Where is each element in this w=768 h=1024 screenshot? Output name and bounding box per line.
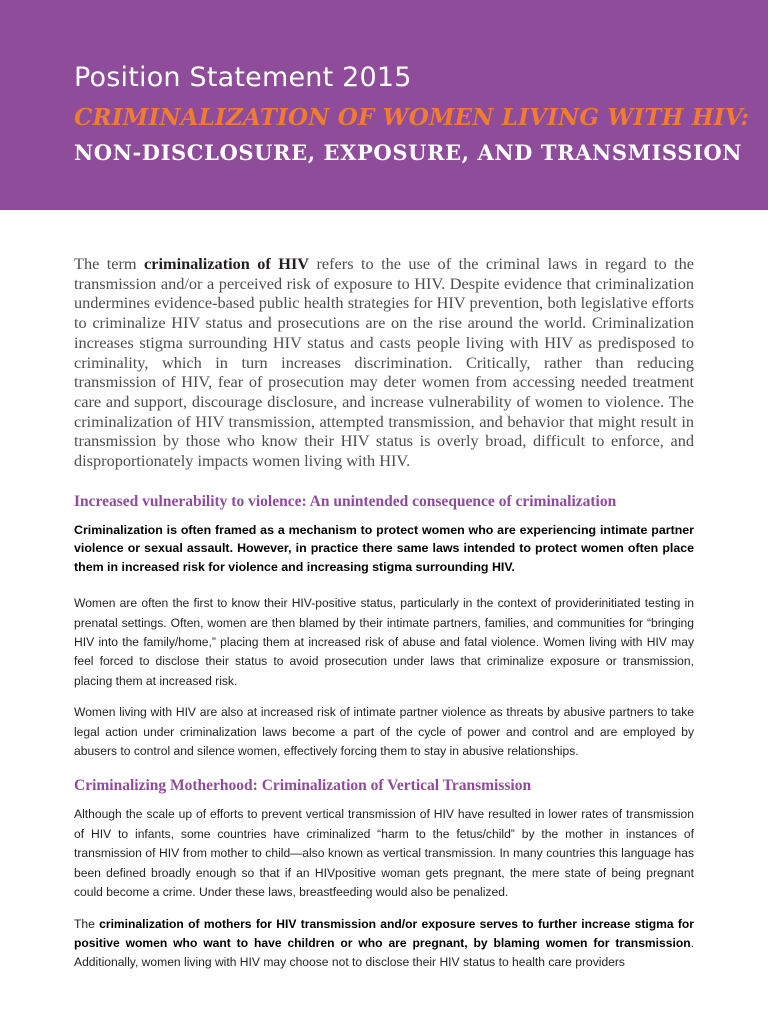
intro-paragraph <box>74 254 694 471</box>
intro-term: criminalization of HIV <box>144 254 310 273</box>
section-heading-violence: Increased vulnerability to violence: An unintended consequence of criminalization <box>74 492 617 510</box>
page-title: Position Statement 2015 <box>74 62 412 93</box>
section-lead-violence: Criminalization is often framed as a mechanism to protect women who are experiencing intimate partner violence or sexual assault. However, in practice there same laws intended to protect women often place them in increased risk for violence and increasing stigma surrounding HIV. <box>74 522 694 574</box>
body-paragraph: Women are often the first to know their HIV-positive status, particularly in the context of providerinitiated testing in prenatal settings. Often, women are then blamed by their intimate partners, families, and communities for “bringing HIV into the family/home,” placing them at increased risk of abuse and fatal violence. Women living with HIV may feel forced to disclose their status to avoid prosecution under laws that criminalize exposure or transmission, placing them at increased risk. <box>74 596 694 688</box>
intro-text-post: refers to the use of the criminal laws in regard to the transmission and/or a perceived risk of exposure to HIV. Despite evidence that criminalization undermines evidence-based public health strategies for HIV prevention, both legislative efforts to criminalize HIV status and prosecutions are on the rise around the world. Criminalization increases stigma surrounding HIV status and casts people living with HIV as predisposed to criminality, which in turn increases discrimination. Critically, rather than reducing transmission of HIV, fear of prosecution may deter women from accessing needed treatment care and support, discourage disclosure, and increase vulnerability of women to violence. The criminalization of HIV transmission, attempted transmission, and behavior that might result in transmission by those who know their HIV status is overly broad, difficult to enforce, and disproportionately impacts women living with HIV. <box>74 254 694 471</box>
intro-text-pre: The term <box>74 254 145 273</box>
document-body <box>74 254 694 985</box>
text-post: . Additionally, women living with HIV may choose not to disclose their HIV status to health care providers <box>74 935 694 970</box>
body-paragraph: Women living with HIV are also at increased risk of intimate partner violence as threats by abusive partners to take legal action under criminalization laws become a part of the cycle of power and control and are employed by abusers to control and silence women, effectively forcing them to stay in abusive relationships. <box>74 705 694 759</box>
body-paragraph: Although the scale up of efforts to prevent vertical transmission of HIV have resulted in lower rates of transmission of HIV to infants, some countries have criminalized “harm to the fetus/child” by the mother in instances of transmission of HIV from mother to child—also known as vertical transmission. In many countries this language has been defined broadly enough so that if an HIVpositive woman gets pregnant, the mere state of being pregnant could become a crime. Under these laws, breastfeeding would also be penalized. <box>74 807 694 900</box>
text-bold: criminalization of mothers for HIV transmission and/or exposure serves to further increase stigma for positive women who want to have children or who are pregnant, by blaming women for transmission <box>74 916 694 950</box>
subheadline: NON-DISCLOSURE, EXPOSURE, AND TRANSMISSION <box>74 140 743 165</box>
body-paragraph-mixed <box>74 915 694 973</box>
section-heading-motherhood: Criminalizing Motherhood: Criminalization of Vertical Transmission <box>74 777 532 795</box>
headline: CRIMINALIZATION OF WOMEN LIVING WITH HIV: <box>74 104 750 131</box>
header-banner <box>0 0 768 210</box>
text-pre: The <box>74 916 100 931</box>
